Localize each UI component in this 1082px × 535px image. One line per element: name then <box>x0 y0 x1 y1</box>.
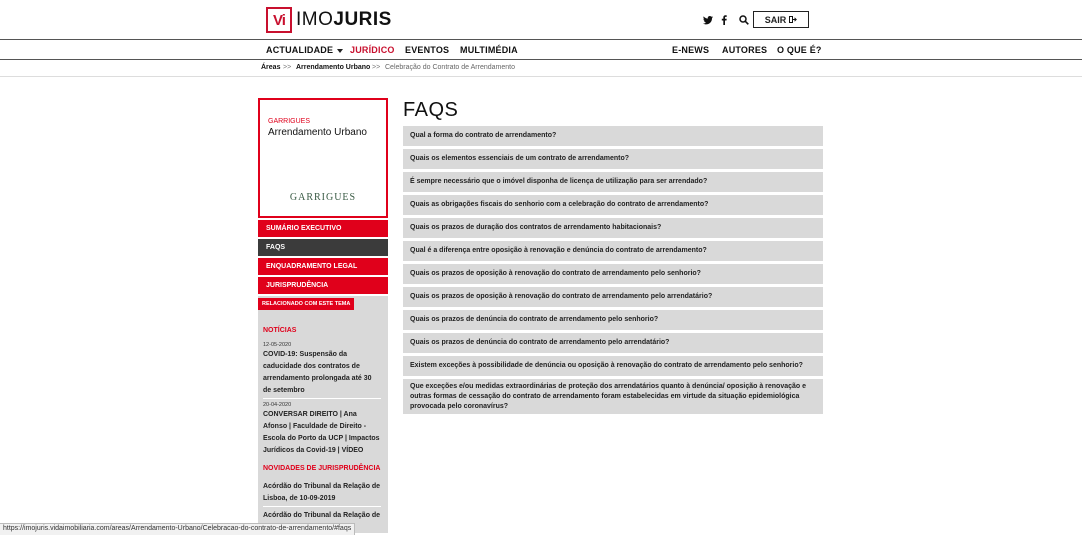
chevron-down-icon <box>337 49 343 53</box>
twitter-icon[interactable] <box>703 12 713 22</box>
faq-item[interactable]: Que exceções e/ou medidas extraordinárias de proteção dos arrendatários quanto à denúncia/ oposição à renovação e outras formas de cessação do contrato de arrendamento foram estabelecidas em virtude da situação epidemiológica provocada pelo coronavírus? <box>403 379 823 414</box>
news-link[interactable]: COVID-19: Suspensão da caducidade dos contratos de arrendamento prolongada até 30 de setembro <box>263 351 372 394</box>
nav-actualidade[interactable] <box>266 45 343 55</box>
main-nav <box>0 40 1082 60</box>
faq-item[interactable]: Quais os prazos de denúncia do contrato de arrendamento pelo senhorio? <box>403 310 823 330</box>
faq-item[interactable]: Quais os prazos de denúncia do contrato de arrendamento pelo arrendatário? <box>403 333 823 353</box>
faq-item[interactable]: É sempre necessário que o imóvel disponha de licença de utilização para ser arrendado? <box>403 172 823 192</box>
nav-enews[interactable]: E-NEWS <box>672 45 710 55</box>
search-icon[interactable] <box>739 12 749 22</box>
menu-sumario-executivo[interactable]: SUMÁRIO EXECUTIVO <box>258 220 388 237</box>
breadcrumb-arrendamento[interactable]: Arrendamento Urbano <box>296 64 371 71</box>
logo-text-light: IMO <box>296 9 334 30</box>
faq-item[interactable]: Quais os elementos essenciais de um contrato de arrendamento? <box>403 149 823 169</box>
news-date: 12-05-2020 <box>263 342 292 348</box>
top-header <box>0 0 1082 40</box>
divider <box>263 398 381 399</box>
publication-card[interactable] <box>258 98 388 218</box>
related-tag: RELACIONADO COM ESTE TEMA <box>258 298 354 310</box>
jurisprudence-link[interactable]: Acórdão do Tribunal da Relação de Lisboa, de 10-09-2019 <box>263 483 381 502</box>
nav-multimedia[interactable]: MULTIMÉDIA <box>460 45 518 55</box>
publication-brand: GARRIGUES <box>268 118 311 125</box>
faq-item[interactable]: Qual é a diferença entre oposição à renovação e denúncia do contrato de arrendamento? <box>403 241 823 261</box>
nav-juridico[interactable]: JURÍDICO <box>350 45 395 55</box>
status-bar-url: https://imojuris.vidaimobiliaria.com/areas/Arrendamento-Urbano/Celebracao-do-contrato-de-arrendamento/#faqs <box>0 523 355 535</box>
divider <box>263 506 381 507</box>
sidebar <box>258 98 388 533</box>
logout-icon <box>789 16 797 23</box>
faq-item[interactable]: Quais as obrigações fiscais do senhorio com a celebração do contrato de arrendamento? <box>403 195 823 215</box>
menu-enquadramento-legal[interactable]: ENQUADRAMENTO LEGAL <box>258 258 388 275</box>
logout-button[interactable] <box>753 11 809 28</box>
nav-o-que-e[interactable]: O QUE É? <box>777 45 822 55</box>
publication-title: Arrendamento Urbano <box>268 127 367 138</box>
facebook-icon[interactable] <box>721 12 731 22</box>
page-title: FAQS <box>403 99 459 121</box>
breadcrumb-areas[interactable]: Áreas <box>261 64 281 71</box>
breadcrumb-separator: >> <box>283 64 292 71</box>
site-logo[interactable] <box>266 7 392 33</box>
logo-text <box>296 9 392 31</box>
news-link[interactable]: CONVERSAR DIREITO | Ana Afonso | Faculdade de Direito - Escola do Porto da UCP | Impactos Jurídicos da Covid-19 | VÍDEO <box>263 411 380 454</box>
faq-item[interactable]: Existem exceções à possibilidade de denúncia ou oposição à renovação do contrato de arrendamento pelo senhorio? <box>403 356 823 376</box>
logout-label: SAIR <box>764 14 787 25</box>
breadcrumb <box>0 60 1082 77</box>
faq-item[interactable]: Quais os prazos de oposição à renovação do contrato de arrendamento pelo arrendatário? <box>403 287 823 307</box>
jurisprudence-link[interactable]: Acórdão do Tribunal da Relação de <box>263 512 381 519</box>
nav-autores[interactable]: AUTORES <box>722 45 768 55</box>
faq-item[interactable]: Quais os prazos de duração dos contratos de arrendamento habitacionais? <box>403 218 823 238</box>
garrigues-logo: GARRIGUES <box>289 192 357 203</box>
faq-item[interactable]: Quais os prazos de oposição à renovação do contrato de arrendamento pelo senhorio? <box>403 264 823 284</box>
news-heading: NOTÍCIAS <box>263 327 297 334</box>
faq-list <box>403 126 823 417</box>
news-date: 20-04-2020 <box>263 402 292 408</box>
related-panel <box>258 296 388 533</box>
menu-faqs[interactable]: FAQS <box>258 239 388 256</box>
logo-text-bold: JURIS <box>333 9 392 30</box>
breadcrumb-separator: >> <box>372 64 381 71</box>
logo-mark: Vi <box>266 7 292 33</box>
faq-item[interactable]: Qual a forma do contrato de arrendamento? <box>403 126 823 146</box>
social-links <box>703 12 749 22</box>
nav-eventos[interactable]: EVENTOS <box>405 45 450 55</box>
breadcrumb-current: Celebração do Contrato de Arrendamento <box>385 64 515 71</box>
nav-actualidade-label: ACTUALIDADE <box>266 45 334 55</box>
jurisprudence-heading: NOVIDADES DE JURISPRUDÊNCIA <box>263 465 381 472</box>
menu-jurisprudencia[interactable]: JURISPRUDÊNCIA <box>258 277 388 294</box>
